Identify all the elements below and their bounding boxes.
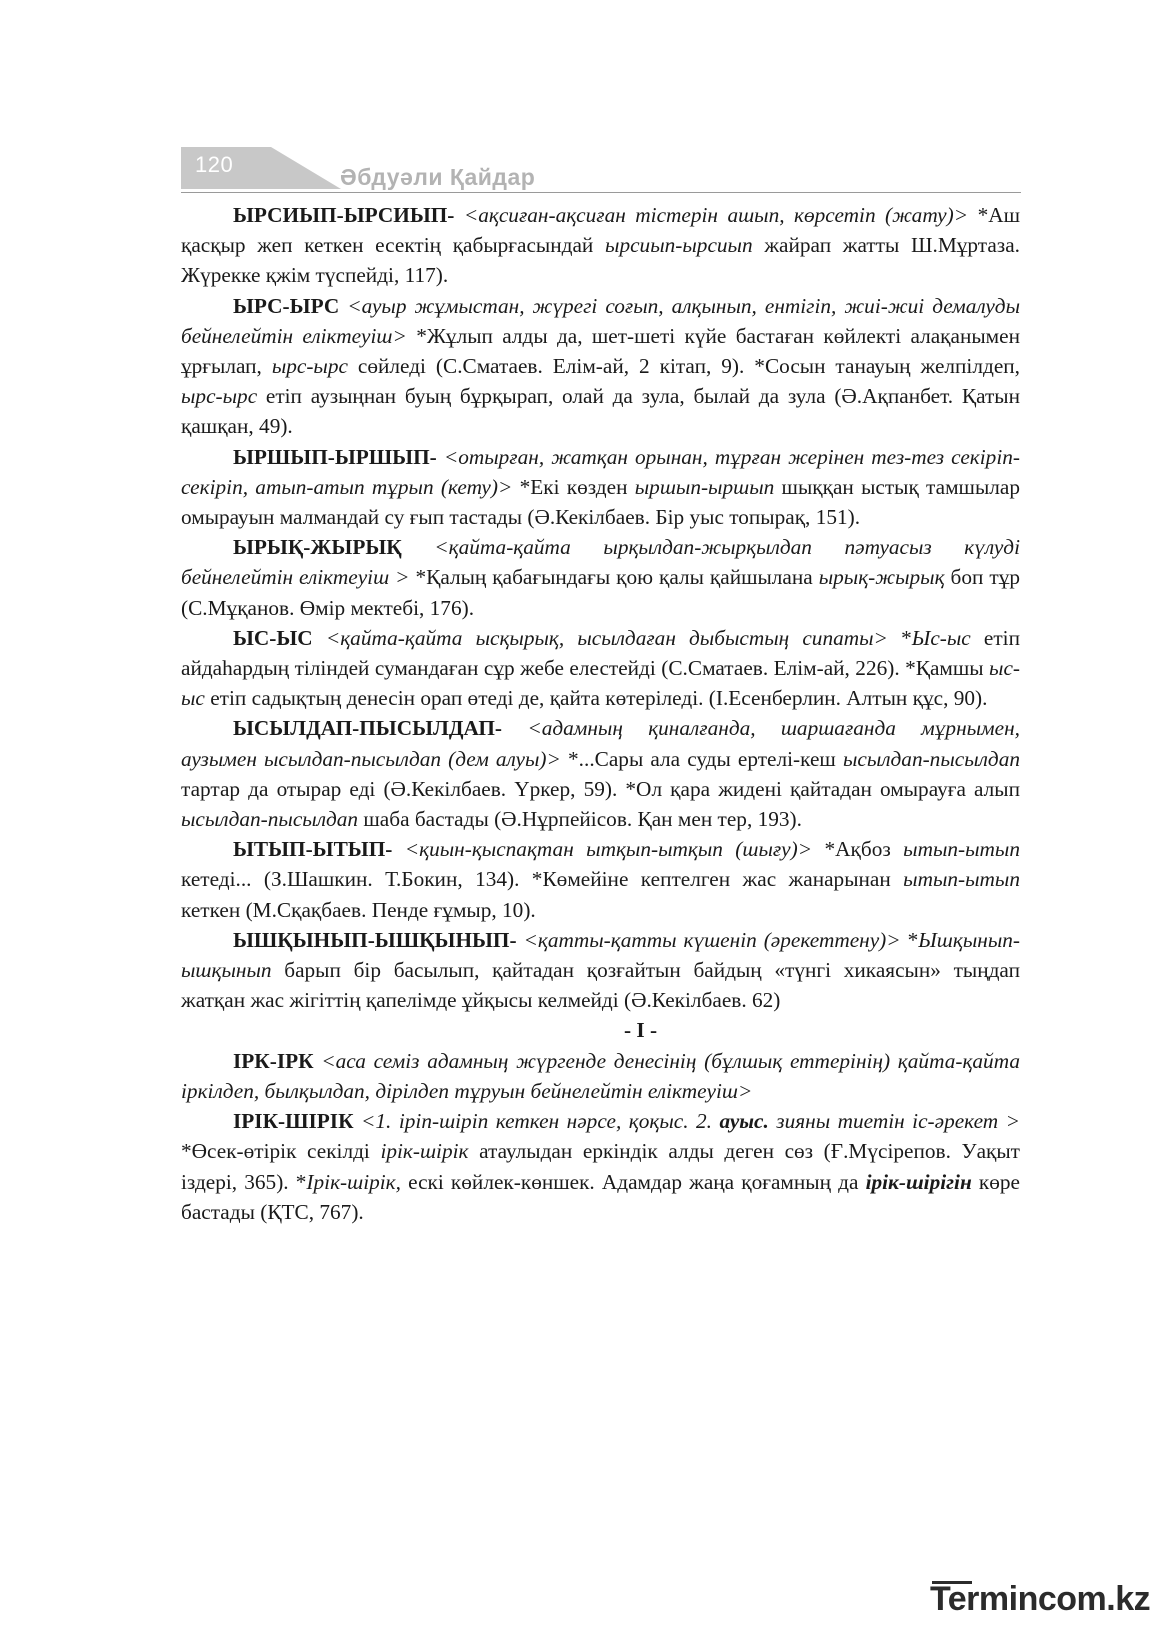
headword: ЫС-ЫС xyxy=(233,625,313,650)
example-term: Ірік-шірік, xyxy=(306,1169,401,1194)
example-term: ірік-шірік xyxy=(380,1139,469,1164)
dictionary-entry: ІРІК-ШІРІК <1. іріп-шіріп кеткен нәрсе, қоқыс. 2. ауыс. зияны тиетін іс-әрекет > *Өсек-өтірік секілді ірік-шірік атаулыдан еркіндік алды деген сөз (Ғ.Мүсірепов. Уақыт іздері, 365). *Ірік-шірік, ескі көйлек-көншек. Адамдар жаңа қоғамның да ірік-шірігін көре бастады (ҚТС, 767). xyxy=(181,1109,1021,1224)
headword: ЫРЫҚ-ЖЫРЫҚ xyxy=(233,535,402,560)
example-term: Ыс-ыс xyxy=(911,625,971,650)
definition: <аса семіз адамның жүргенде денесінің (бұлшық еттерінің) қайта-қайта іркілдеп, былқылдап, дірілдеп тұруын бейнелейтін еліктеуіш> xyxy=(181,1048,1020,1103)
dictionary-entry: ЫС-ЫС <қайта-қайта ысқырық, ысылдаған дыбыстың сипаты> *Ыс-ыс етіп айдаһардың тіліндей сумандаған сұр жебе елестейді (С.Сматаев. Елім-ай, 226). *Қамшы ыс-ыс етіп садықтың денесін орап өтеді де, қайта көтеріледі. (І.Есенберлин. Алтын құс, 90). xyxy=(181,625,1020,711)
headword: ІРК-ІРК xyxy=(233,1048,314,1073)
example-term: ірік-шірігін xyxy=(865,1169,972,1194)
example-term: ысылдап-пысылдап xyxy=(842,746,1020,771)
example-term: ыршып-ыршып xyxy=(634,474,775,499)
dictionary-entry: ЫТЫП-ЫТЫП- <қиын-қыспақтан ытқып-ытқып (шығу)> *Ақбоз ытып-ытып кетеді... (З.Шашкин. Т.Бокин, 134). *Көмейіне кептелген жас жанарынан ытып-ытып кеткен (М.Сқақбаев. Пенде ғұмыр, 10). xyxy=(181,837,1020,922)
dictionary-body xyxy=(181,200,1020,1227)
example-term: ытып-ытып xyxy=(903,867,1020,892)
definition: <ақсиған-ақсиған тістерін ашып, көрсетіп (жату)> xyxy=(454,203,978,227)
headword: ЫРСИЫП-ЫРСИЫП- xyxy=(233,203,455,227)
dictionary-entry: ЫРШЫП-ЫРШЫП- <отырған, жатқан орынан, тұрған жерінен тез-тез секіріп-секіріп, атып-атып тұрып (кету)> *Екі көзден ыршып-ыршып шыққан ыстық тамшылар омырауын малмандай су ғып тастады (Ә.Кекілбаев. Бір уыс топырақ, 151). xyxy=(181,444,1020,530)
example-term: ырс-ырс xyxy=(271,354,348,379)
dictionary-entry: ЫРСИЫП-ЫРСИЫП- <ақсиған-ақсиған тістерін ашып, көрсетіп (жату)> *Аш қасқыр жеп кеткен есектің қабырғасындай ырсиып-ырсиып жайрап жатты Ш.Мұртаза. Жүрекке қжім түспейді, 117). xyxy=(181,203,1021,288)
example-term: ырс-ырс xyxy=(181,384,258,409)
example-term: ыс-ыс xyxy=(181,656,1020,711)
dictionary-entry: ЫРЫҚ-ЖЫРЫҚ <қайта-қайта ырқылдап-жырқылдап пәтуасыз күлуді бейнелейтін еліктеуіш > *Қалың қабағындағы қою қалы қайшылана ырық-жырық боп тұр (С.Мұқанов. Өмір мектебі, 176). xyxy=(181,535,1020,620)
example-term: ысылдап-пысылдап xyxy=(181,807,359,832)
headword: ІРІК-ШІРІК xyxy=(233,1109,354,1134)
headword: ЫРШЫП-ЫРШЫП- xyxy=(233,444,437,469)
header-rule xyxy=(181,192,1021,193)
headword: ЫТЫП-ЫТЫП- xyxy=(233,837,393,862)
header-tab-wedge xyxy=(271,147,341,189)
dictionary-entry: ЫСЫЛДАП-ПЫСЫЛДАП- <адамның қиналғанда, шаршағанда мұрнымен, аузымен ысылдап-пысылдап (дем алуы)> *...Сары ала суды ертелі-кеш ысылдап-пысылдап тартар да отырар еді (Ә.Кекілбаев. Үркер, 59). *Ол қара жидені қайтадан омырауға алып ысылдап-пысылдап шаба бастады (Ә.Нұрпейісов. Қан мен тер, 193). xyxy=(181,716,1020,832)
definition-label: ауыс. xyxy=(719,1109,769,1134)
headword: ЫСЫЛДАП-ПЫСЫЛДАП- xyxy=(233,716,503,741)
headword: ЫРС-ЫРС xyxy=(233,293,340,318)
watermark-logo: Termincom.kz xyxy=(930,1580,1151,1618)
definition: <1. іріп-шіріп кеткен нәрсе, қоқыс. 2. xyxy=(353,1109,720,1134)
dictionary-entry xyxy=(181,1046,1020,1106)
definition: <қайта-қайта ысқырық, ысылдаған дыбыстың сипаты> xyxy=(312,625,902,650)
headword: ЫШҚЫНЫП-ЫШҚЫНЫП- xyxy=(233,927,517,952)
example-term: ытып-ытып xyxy=(903,837,1020,862)
dictionary-entry: ЫШҚЫНЫП-ЫШҚЫНЫП- <қатты-қатты күшеніп (әрекеттену)> *Ышқынып-ышқынып барып бір басылып, қайтадан қозғайтын байдың «түнгі хикаясын» тыңдап жатқан жас жігіттің қапелімде ұйқысы келмейді (Ә.Кекілбаев. 62) xyxy=(181,927,1020,1013)
definition: <қатты-қатты күшеніп (әрекеттену)> xyxy=(516,927,908,952)
page-number: 120 xyxy=(195,152,234,177)
definition: зияны тиетін іс-әрекет > xyxy=(768,1109,1021,1134)
example-term: ырсиып-ырсиып xyxy=(605,233,753,258)
section-letter: - І - xyxy=(623,1018,658,1043)
definition: <адамның қиналғанда, шаршағанда мұрнымен, аузымен ысылдап-пысылдап (дем алуы)> xyxy=(181,716,1020,771)
dictionary-entry: ЫРС-ЫРС <ауыр жұмыстан, жүрегі соғып, алқынып, ентігіп, жиі-жиі демалуды бейнелейтін еліктеуіш> *Жұлып алды да, шет-шеті күйе бастаған көйлекті алақанымен ұрғылап, ырс-ырс сөйледі (С.Сматаев. Елім-ай, 2 кітап, 9). *Сосын танауың желпілдеп, ырс-ырс етіп аузыңнан буың бұрқырап, олай да зула, былай да зула (Ә.Ақпанбет. Қатын қашқан, 49). xyxy=(181,293,1021,439)
running-head-author: Әбдуәли Қайдар xyxy=(340,164,536,190)
definition: <ауыр жұмыстан, жүрегі соғып, алқынып, ентігіп, жиі-жиі демалуды бейнелейтін еліктеуіш> xyxy=(181,293,1020,348)
definition: <қайта-қайта ырқылдап-жырқылдап пәтуасыз күлуді бейнелейтін еліктеуіш > xyxy=(181,535,1020,590)
example-term: ырық-жырық xyxy=(818,565,945,590)
definition: <отырған, жатқан орынан, тұрған жерінен тез-тез секіріп-секіріп, атып-атып тұрып (кету)> xyxy=(181,444,1020,499)
definition: <қиын-қыспақтан ытқып-ытқып (шығу)> xyxy=(392,837,825,862)
example-term: Ышқынып-ышқынып xyxy=(181,927,1020,983)
